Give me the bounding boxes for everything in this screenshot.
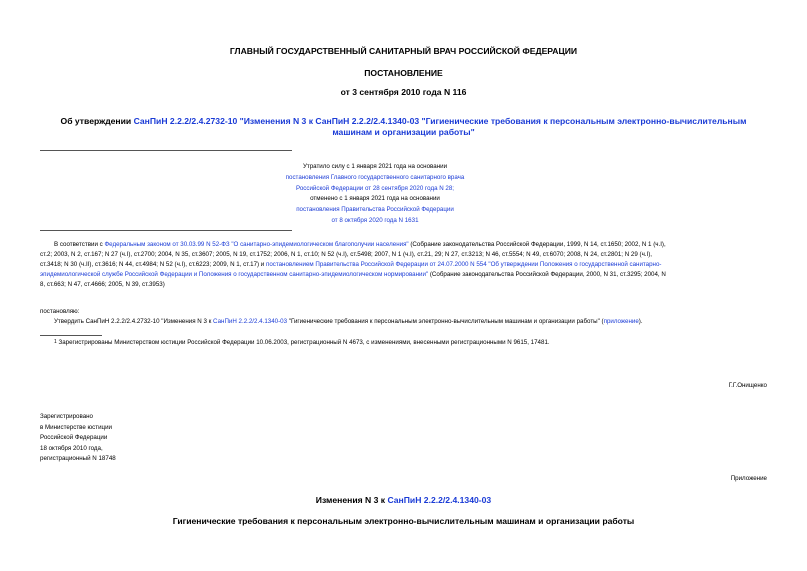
government-decree-link[interactable]: постановлением Правительства Российской Федерации от 24.07.2000 N 554 "Об утверждении Положения о государственной санитарно- (265, 260, 662, 268)
government-decree-link[interactable]: эпидемиологической службе Российской Федерации и Положения о государственном санитарно-эпидемиологическом нормировании" (40, 270, 429, 278)
approval-text: ). (638, 318, 643, 325)
registration-line: регистрационный N 18748 (40, 455, 116, 463)
approval-paragraph (54, 317, 643, 327)
footnote-text: Зарегистрированы Министерством юстиции Российской Федерации 10.06.2003, регистрационный N 4673, с изменениями, внесенными регистрационными N 9615, 17481. (56, 339, 550, 346)
footnote (54, 338, 550, 348)
registration-line: в Министерстве юстиции (40, 423, 113, 431)
sanpin-link[interactable]: СанПиН 2.2.2/2.4.1340-03 (213, 318, 288, 325)
registration-line: Российской Федерации (40, 434, 108, 442)
title-link[interactable]: СанПиН 2.2.2/2.4.2732-10 "Изменения N 3 к СанПиН 2.2.2/2.4.1340-03 "Гигиенические требования к персональным электронно-вычислительным (133, 116, 747, 126)
separator-line (40, 150, 292, 151)
federal-law-link[interactable]: Федеральным законом от 30.03.99 N 52-ФЗ "О санитарно-эпидемиологическом благополучии населения" (104, 241, 409, 248)
preamble-text: (Собрание законодательства Российской Федерации, 2000, N 31, ст.3295; 2004, N (428, 270, 666, 278)
status-note (250, 162, 500, 227)
footnote-separator (40, 335, 102, 336)
footnote-mark: 1 (54, 339, 57, 345)
appendix-label: Приложение (730, 475, 767, 482)
status-note-line: Утратило силу с 1 января 2021 года на основании (302, 163, 448, 170)
issuer-heading: ГЛАВНЫЙ ГОСУДАРСТВЕННЫЙ САНИТАРНЫЙ ВРАЧ РОССИЙСКОЙ ФЕДЕРАЦИИ (229, 46, 578, 56)
preamble-text: ст.2; 2003, N 2, ст.167; N 27 (ч.I), ст.2700; 2004, N 35, ст.3607; 2005, N 19, ст.1752; 2006, N 1, ст.10; N 52 (ч.I), ст.5498; 2007, N 1 (ч.I), ст.21, 29; N 27, ст.3213; N 46, ст.5554; N 49, ст.6070; 2008, N 24, ст.2801; N 29 (ч.I), (40, 250, 653, 258)
status-note-link[interactable]: от 8 октября 2020 года N 1631 (331, 216, 419, 224)
signature: Г.Г.Онищенко (728, 382, 767, 389)
status-note-link[interactable]: Российской Федерации от 28 сентября 2020 года N 28; (295, 184, 455, 192)
preamble-text: (Собрание законодательства Российской Федерации, 1999, N 14, ст.1650; 2002, N 1 (ч.I), (408, 241, 666, 248)
status-note-link[interactable]: постановления Правительства Российской Федерации (296, 206, 454, 214)
appendix-link[interactable]: приложение (603, 318, 639, 325)
preamble-text: 8, ст.663; N 47, ст.4666; 2005, N 39, ст.3953) (40, 280, 165, 288)
appendix-subtitle: Гигиенические требования к персональным электронно-вычислительным машинам и организации работы (172, 516, 635, 526)
preamble-text: ст.3418; N 30 (ч.II), ст.3616; N 44, ст.4984; N 52 (ч.I), ст.6223; 2009, N 1, ст.17) и (40, 260, 266, 268)
registration-line: Зарегистрировано (40, 413, 93, 420)
document-type-heading: ПОСТАНОВЛЕНИЕ (364, 68, 443, 78)
preamble-paragraph (40, 240, 775, 290)
title-link-continued[interactable]: машинам и организации работы" (332, 126, 475, 137)
approval-text: Утвердить СанПиН 2.2.2/2.4.2732-10 "Изменения N 3 к (54, 318, 214, 325)
title-prefix: Об утверждении (60, 116, 134, 126)
appendix-title-prefix: Изменения N 3 к (315, 495, 388, 505)
approval-text: "Гигиенические требования к персональным электронно-вычислительным машинам и организации работы" ( (287, 318, 604, 325)
resolve-word: постановляю: (40, 308, 80, 315)
status-note-link[interactable]: постановления Главного государственного санитарного врача (285, 173, 465, 181)
appendix-title (0, 495, 807, 505)
status-note-line: отменено с 1 января 2021 года на основании (310, 195, 440, 203)
separator-line (40, 230, 292, 231)
appendix-title-link[interactable]: СанПиН 2.2.2/2.4.1340-03 (387, 495, 492, 505)
preamble-text: В соответствии с (54, 241, 105, 248)
registration-block (40, 412, 116, 465)
document-title (40, 116, 767, 137)
registration-line: 18 октября 2010 года, (40, 444, 103, 452)
document-date-heading: от 3 сентября 2010 года N 116 (340, 87, 467, 97)
